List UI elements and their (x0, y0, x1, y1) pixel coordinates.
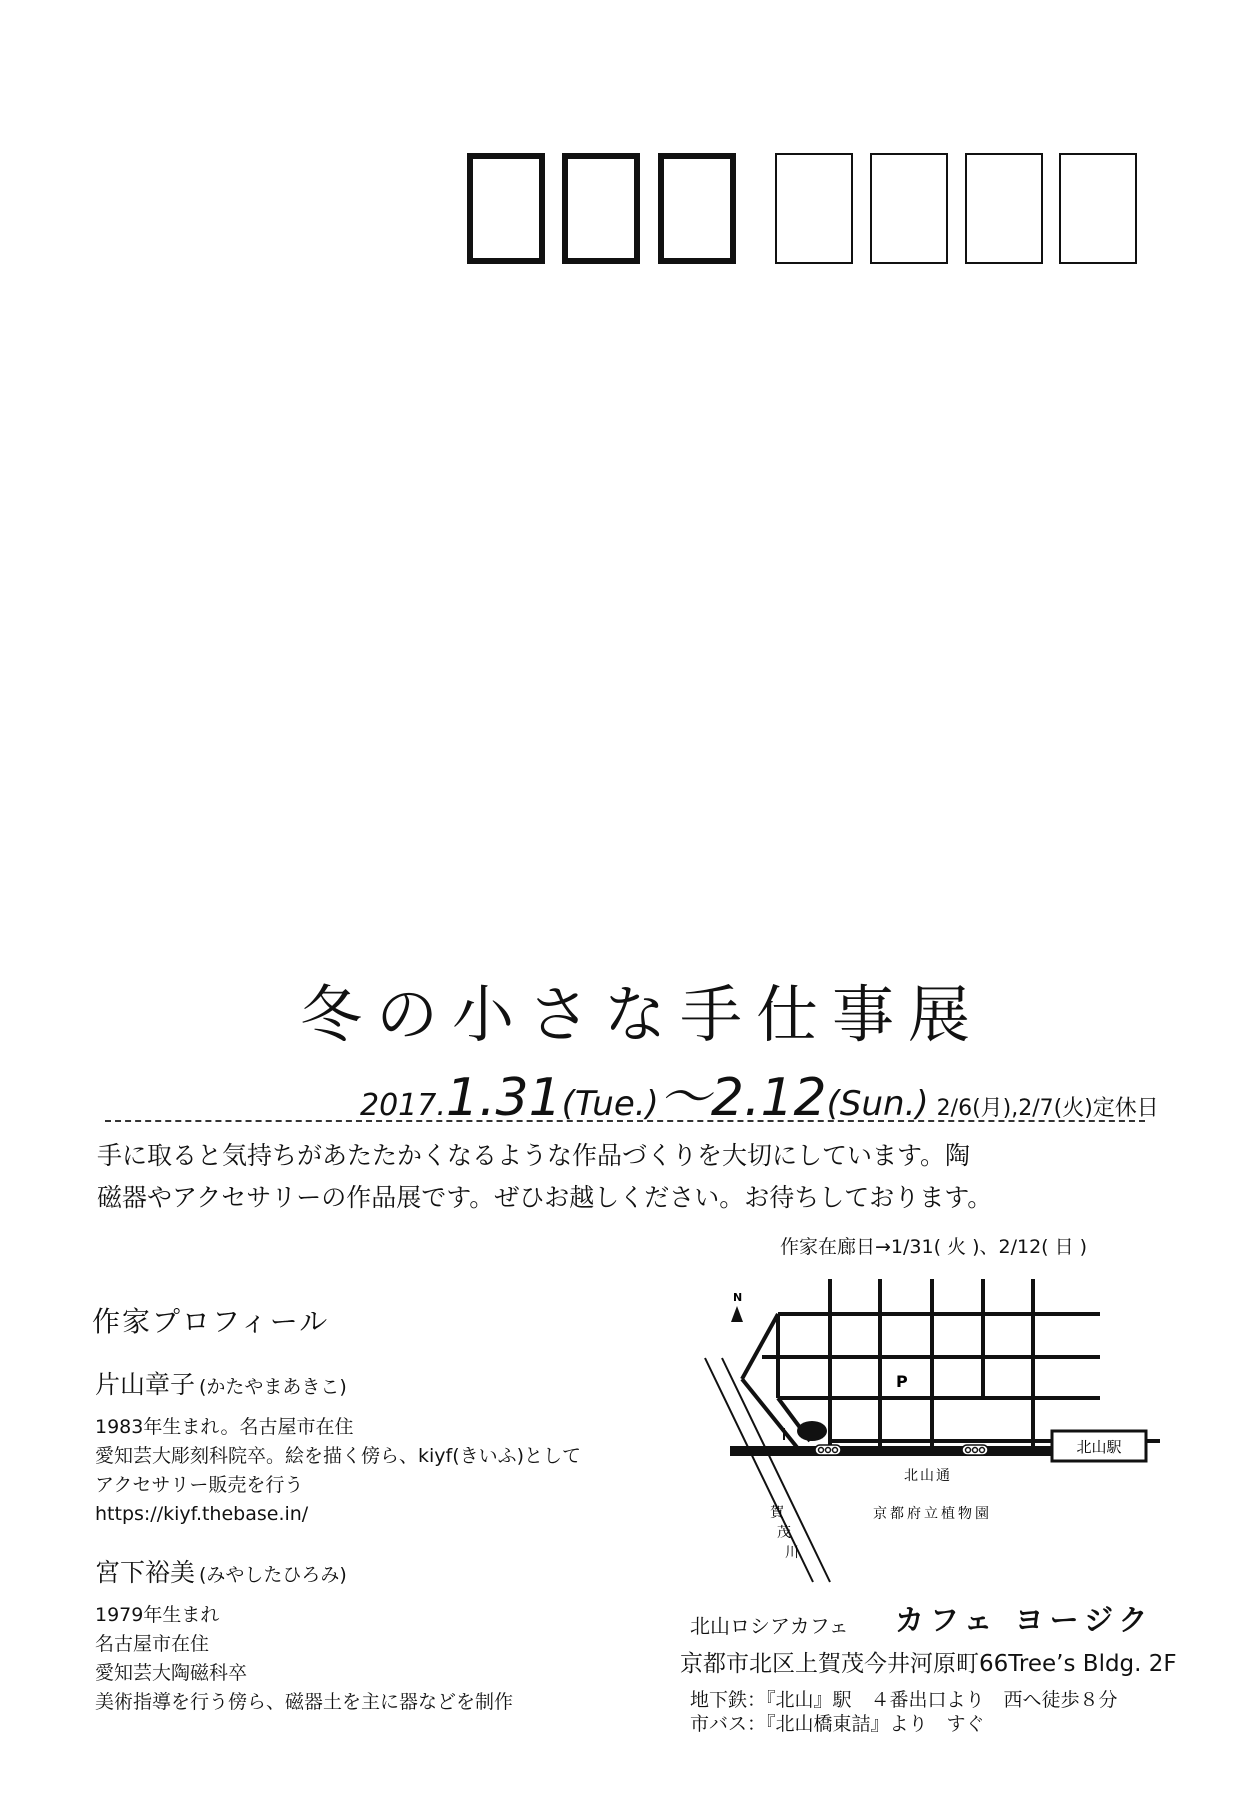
river-label-3: 川 (785, 1545, 799, 1561)
bio-line: 1983年生まれ。名古屋市在住 (95, 1416, 354, 1438)
venue-name: カフェ ヨージク (895, 1603, 1154, 1637)
bio-line: 愛知芸大彫刻科院卒。絵を描く傍ら、kiyf(きいふ)として (95, 1445, 582, 1467)
north-arrow-icon (731, 1306, 743, 1322)
postal-box-6 (965, 153, 1043, 264)
postal-box-1 (467, 153, 545, 264)
intro-line-1: 手に取ると気持ちがあたたかくなるような作品づくりを大切にしています。陶 (97, 1141, 971, 1170)
street-label: 北山通 (904, 1468, 952, 1484)
kamo-river (705, 1358, 830, 1582)
date-start-day: (Tue.) (561, 1084, 659, 1124)
exhibition-title: 冬の小さな手仕事展 (300, 978, 985, 1051)
postal-box-5 (870, 153, 948, 264)
artist-name-text: 宮下裕美 (95, 1558, 196, 1587)
venue-label: 北山ロシアカフェ (690, 1614, 849, 1638)
postal-box-4 (775, 153, 853, 264)
bus-access: 市バス：『北山橋東詰』より すぐ (690, 1713, 985, 1735)
artist-profile-1 (95, 1365, 581, 1529)
artist-bio-2 (95, 1601, 513, 1717)
artist-profile-2 (95, 1553, 513, 1717)
kitayama-dori-road (730, 1446, 1060, 1456)
access-info (690, 1688, 1118, 1736)
closed-days: 2/6(月),2/7(火)定休日 (936, 1096, 1159, 1121)
profile-heading: 作家プロフィール (92, 1305, 330, 1338)
date-end: 2.12 (710, 1068, 827, 1128)
postal-box-7 (1059, 153, 1137, 264)
parking-label: P (896, 1372, 908, 1391)
intro-text (97, 1135, 1147, 1219)
bio-line: 1979年生まれ (95, 1604, 220, 1626)
cafe-location-icon (797, 1421, 827, 1441)
bio-line: 愛知芸大陶磁科卒 (95, 1662, 248, 1684)
river-label-2: 茂 (777, 1525, 791, 1541)
date-year: 2017. (360, 1088, 446, 1123)
artist-bio-1 (95, 1413, 581, 1529)
bus-stop-icon (815, 1445, 841, 1455)
artist-name-2 (95, 1553, 513, 1589)
north-label: N (733, 1291, 743, 1304)
date-separator: 〜 (658, 1068, 711, 1128)
artist-url: https://kiyf.thebase.in/ (95, 1503, 309, 1525)
intro-line-2: 磁器やアクセサリーの作品展です。ぜひお越しください。お待ちしております。 (97, 1183, 993, 1212)
artist-presence-dates: 作家在廊日→1/31( 火 )、2/12( 日 ) (780, 1236, 1088, 1258)
subway-access: 地下鉄：『北山』駅 ４番出口より 西へ徒歩８分 (690, 1689, 1118, 1711)
artist-name-text: 片山章子 (95, 1370, 196, 1399)
artist-name-1 (95, 1365, 581, 1401)
venue-address: 京都市北区上賀茂今井河原町66Tree’s Bldg. 2F (680, 1651, 1177, 1677)
bio-line: 美術指導を行う傍ら、磁器土を主に器などを制作 (95, 1691, 514, 1713)
date-start: 1.31 (445, 1068, 562, 1128)
postal-box-2 (562, 153, 640, 264)
exhibition-dates (360, 1055, 1159, 1130)
river-label-1: 賀 (770, 1505, 784, 1521)
date-end-day: (Sun.) (826, 1084, 929, 1124)
access-map (690, 1265, 1160, 1595)
artist-kana: (みやしたひろみ) (199, 1564, 347, 1586)
bio-line: アクセサリー販売を行う (95, 1474, 304, 1496)
garden-label: 京都府立植物園 (873, 1506, 992, 1522)
artist-kana: (かたやまあきこ) (199, 1376, 347, 1398)
bio-line: 名古屋市在住 (95, 1633, 210, 1655)
postal-box-3 (658, 153, 736, 264)
bus-stop-icon (962, 1445, 988, 1455)
dashed-divider (105, 1120, 1145, 1122)
station-label: 北山駅 (1076, 1438, 1122, 1456)
